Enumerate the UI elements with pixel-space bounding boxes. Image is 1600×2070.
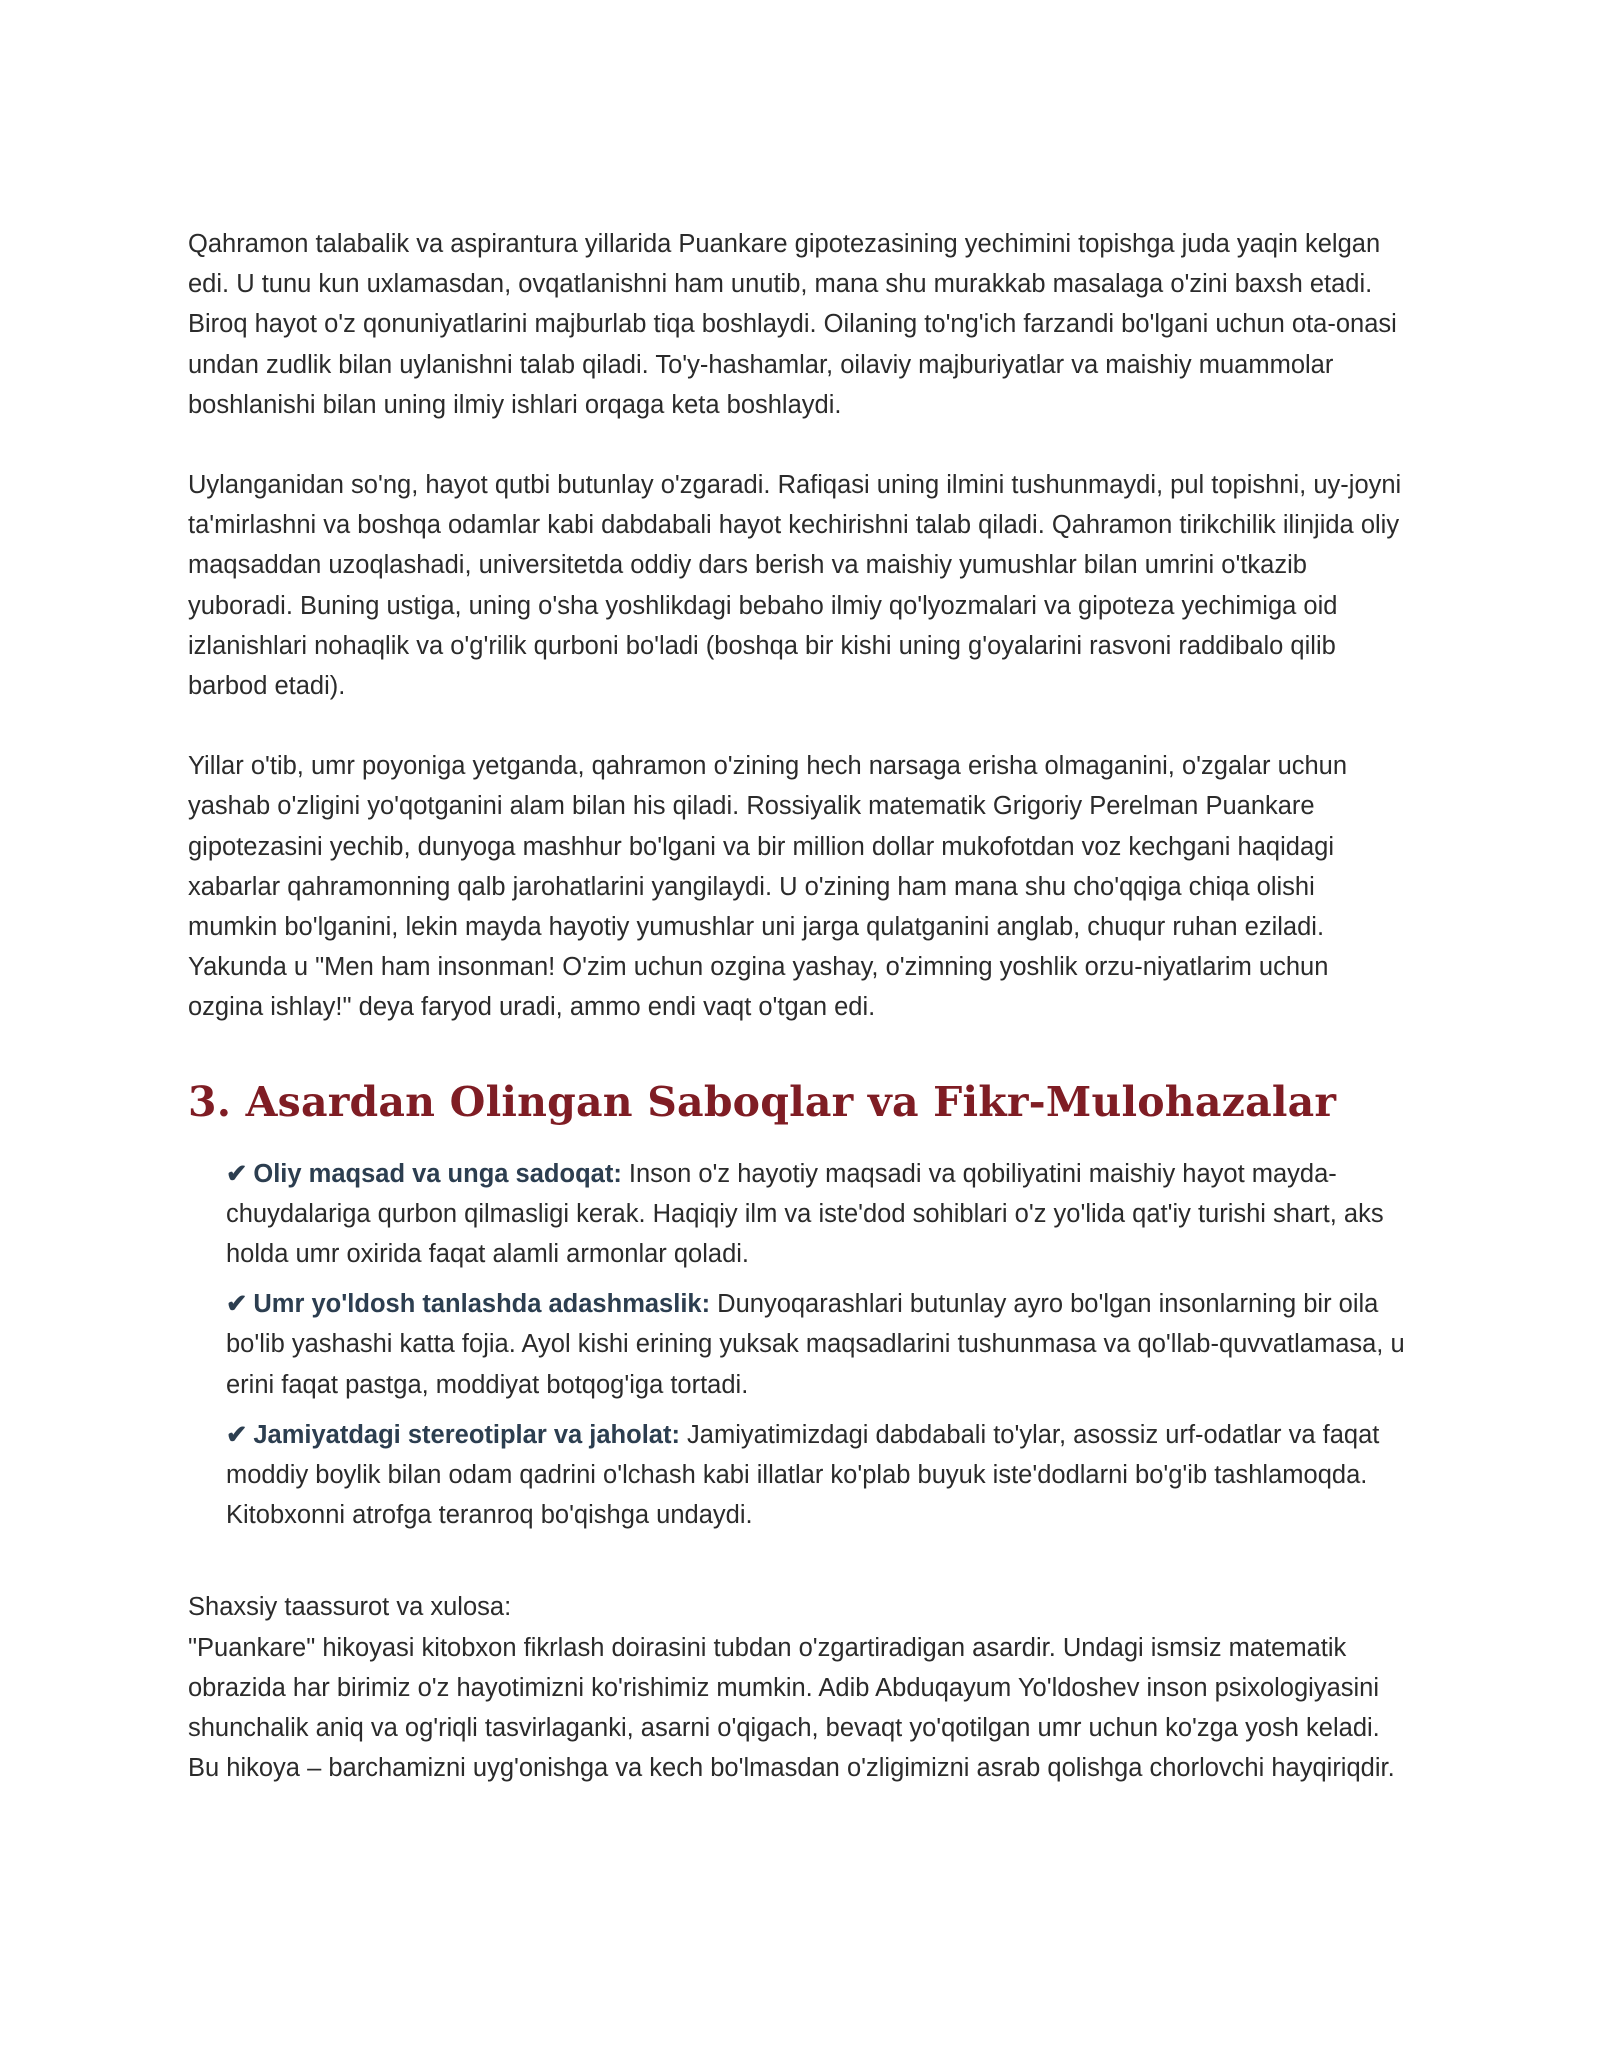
checkmark-icon: ✔	[226, 1420, 248, 1449]
lesson-text: Dunyoqarashlari butunlay ayro bo'lgan insonlarning bir oila bo'lib yashashi katta fojia. Ayol kishi erining yuksak maqsadlarini tushunmasa va qo'llab-quvvatlamasa, u erini faqat pastga, moddiyat botqog'iga tortadi.	[226, 1290, 1405, 1399]
lesson-text: Jamiyatimizdagi dabdabali to'ylar, asossiz urf-odatlar va faqat moddiy boylik bilan odam qadrini o'lchash kabi illatlar ko'plab buyuk iste'dodlarni bo'g'ib tashlamoqda. Kitobxonni atrofga teranroq bo'qishga undaydi.	[226, 1420, 1380, 1530]
paragraph-final-years: Yillar o'tib, umr poyoniga yetganda, qahramon o'zining hech narsaga erisha olmaganini, o'zgalar uchun yashab o'zligini yo'qotganini alam bilan his qiladi. Rossiyalik matematik Grigoriy Perelman Puankare gipotezasini yechib, dunyoga mashhur bo'lgani va bir million dollar mukofotdan voz kechgani haqidagi xabarlar qahramonning qalb jarohatlarini yangilaydi. U o'zining ham mana shu cho'qqiga chiqa olishi mumkin bo'lganini, lekin mayda hayotiy yumushlar uni jarga qulatganini anglab, chuqur ruhan eziladi. Yakunda u "Men ham insonman! O'zim uchun ozgina yashay, o'zimning yoshlik orzu-niyatlarim uchun ozgina ishlay!" deya faryod uradi, ammo endi vaqt o'tgan edi.	[188, 752, 1348, 1022]
lessons-list	[188, 1154, 1410, 1536]
list-item	[226, 1284, 1410, 1405]
paragraph-spacer	[188, 706, 1410, 746]
paragraph-spacer	[188, 425, 1410, 465]
paragraph-student-years: Qahramon talabalik va aspirantura yillarida Puankare gipotezasining yechimini topishga juda yaqin kelgan edi. U tunu kun uxlamasdan, ovqatlanishni ham unutib, mana shu murakkab masalaga o'zini baxsh etadi. Biroq hayot o'z qonuniyatlarini majburlab tiqa boshlaydi. Oilaning to'ng'ich farzandi bo'lgani uchun ota-onasi undan zudlik bilan uylanishni talab qiladi. To'y-hashamlar, oilaviy majburiyatlar va maishiy muammolar boshlanishi bilan uning ilmiy ishlari orqaga keta boshlaydi.	[188, 230, 1397, 419]
conclusion-block	[188, 1587, 1410, 1788]
lesson-text: Inson o'z hayotiy maqsadi va qobiliyatini maishiy hayot mayda-chuydalariga qurbon qilmasligi kerak. Haqiqiy ilm va iste'dod sohiblari o'z yo'lida qat'iy turishi shart, aks holda umr oxirida faqat alamli armonlar qoladi.	[226, 1159, 1384, 1269]
conclusion-text: "Puankare" hikoyasi kitobxon fikrlash doirasini tubdan o'zgartiradigan asardir. Undagi ismsiz matematik obrazida har birimiz o'z hayotimizni ko'rishimiz mumkin. Adib Abduqayum Yo'ldoshev inson psixologiyasini shunchalik aniq va og'riqli tasvirlaganki, asarni o'qigach, bevaqt yo'qotilgan umr uchun ko'zga yosh keladi. Bu hikoya – barchamizni uyg'onishga va kech bo'lmasdan o'zligimizni asrab qolishga chorlovchi hayqiriqdir.	[188, 1633, 1395, 1783]
lesson-title: Jamiyatdagi stereotiplar va jaholat:	[253, 1420, 680, 1449]
checkmark-icon: ✔	[226, 1290, 248, 1319]
paragraph-after-marriage: Uylanganidan so'ng, hayot qutbi butunlay o'zgaradi. Rafiqasi uning ilmini tushunmaydi, pul topishni, uy-joyni ta'mirlashni va boshqa odamlar kabi dabdabali hayot kechirishni talab qiladi. Qahramon tirikchilik ilinjida oliy maqsaddan uzoqlashadi, universitetda oddiy dars berish va maishiy yumushlar bilan umrini o'tkazib yuboradi. Buning ustiga, uning o'sha yoshlikdagi bebaho ilmiy qo'lyozmalari va gipoteza yechimiga oid izlanishlari nohaqlik va o'g'rilik qurboni bo'ladi (boshqa bir kishi uning g'oyalarini rasvoni raddibalo qilib barbod etadi).	[188, 471, 1402, 701]
document-page	[188, 224, 1410, 1789]
list-item	[226, 1415, 1410, 1536]
lesson-title: Oliy maqsad va unga sadoqat:	[253, 1159, 622, 1188]
section-heading: 3. Asardan Olingan Saboqlar va Fikr-Mulohazalar	[188, 1077, 1337, 1126]
conclusion-label: Shaxsiy taassurot va xulosa:	[188, 1593, 512, 1622]
checkmark-icon: ✔	[226, 1159, 248, 1188]
list-item	[226, 1154, 1410, 1275]
lesson-title: Umr yo'ldosh tanlashda adashmaslik:	[253, 1290, 711, 1319]
